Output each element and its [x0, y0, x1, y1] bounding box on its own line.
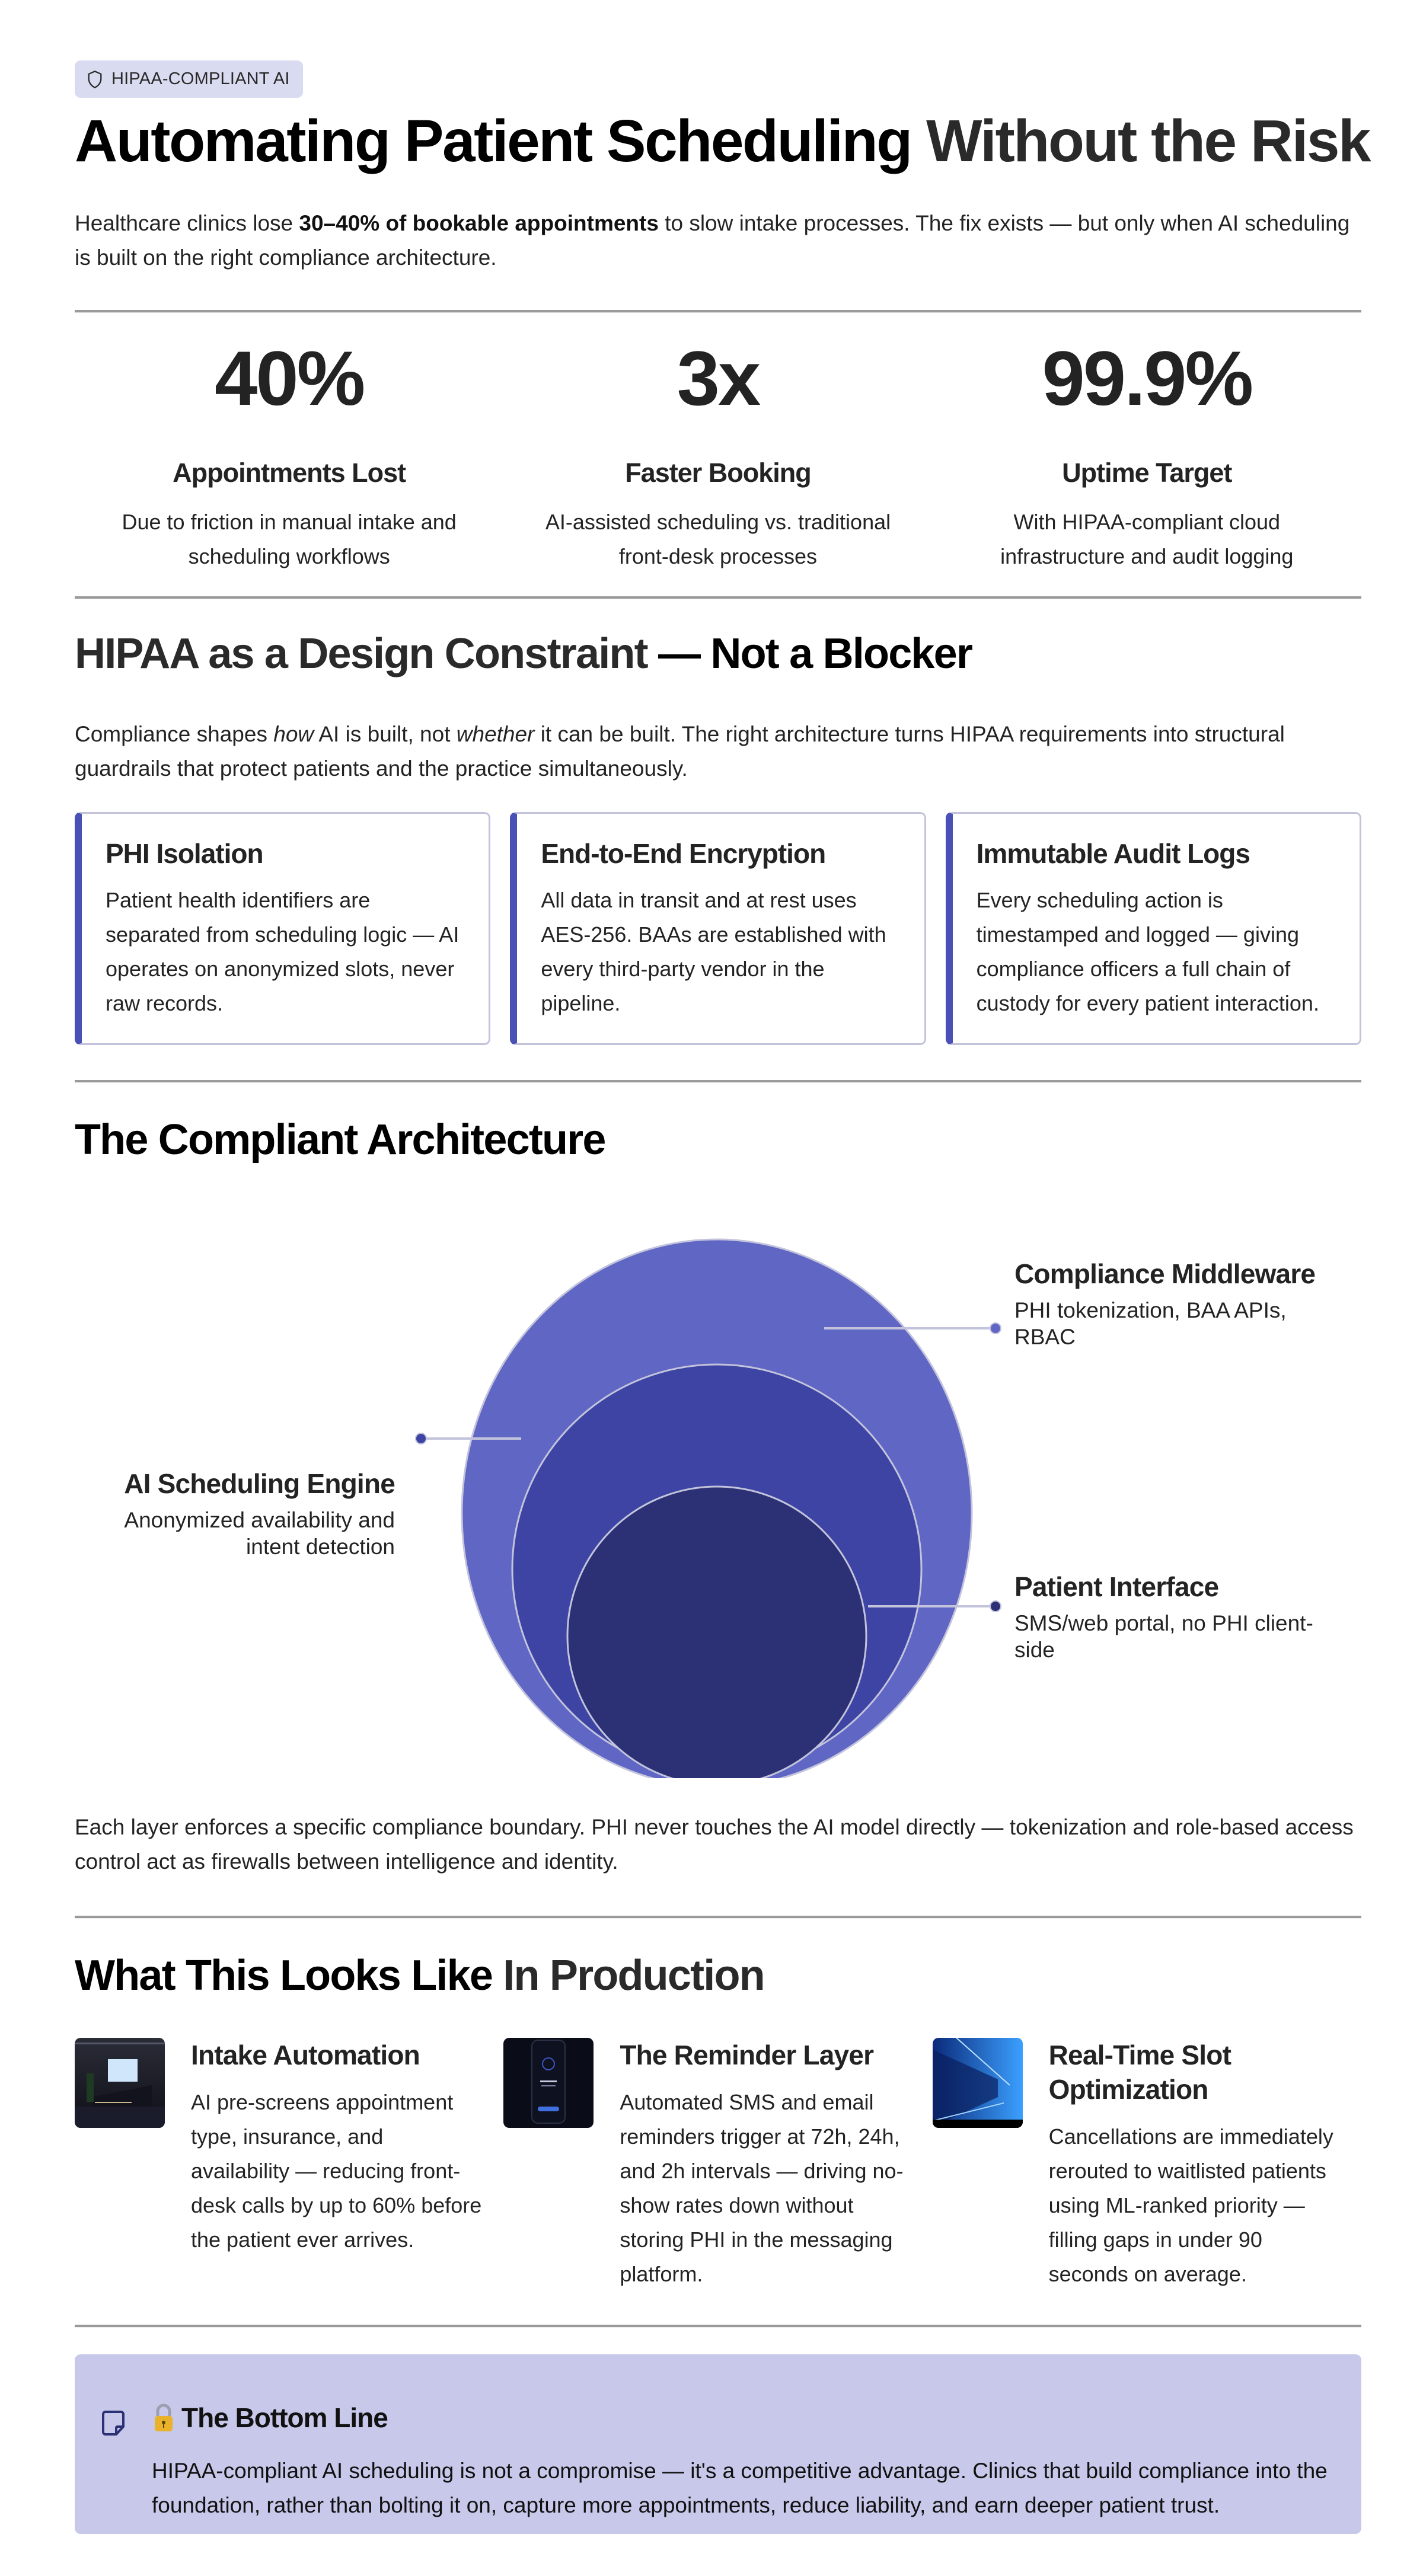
callout-body: HIPAA-compliant AI scheduling is not a compromise — it's a competitive advantage. Clinics that build compliance into the foundation, rather than bolting it on, capture more appointments, reduce liability, and earn deeper patient trust.: [152, 2459, 1328, 2517]
prod-body: AI pre-screens appointment type, insurance, and availability — reducing front-desk calls by up to 60% before the patient ever arrives.: [191, 2090, 482, 2252]
prod-item-slot-optimization: [933, 2038, 1361, 2291]
prod-body: Cancellations are immediately rerouted to waitlisted patients using ML-ranked priority — filling gaps in under 90 seconds on average.: [1048, 2124, 1333, 2286]
connector-dot: [990, 1601, 1001, 1612]
title-strong: Automating Patient Scheduling: [75, 108, 911, 174]
bottom-line-callout: [75, 2354, 1361, 2534]
divider: [75, 310, 1361, 313]
para-emphasis: how: [273, 722, 314, 746]
card-title: End-to-End Encryption: [541, 838, 826, 869]
layer-desc: SMS/web portal, no PHI client-side: [1014, 1611, 1313, 1662]
prod-text: [1049, 2038, 1344, 2291]
stat-desc: AI-assisted scheduling vs. traditional front-desk processes: [545, 510, 891, 568]
heading-soft: In Production: [492, 1952, 764, 1999]
label-patient-interface: [1014, 1568, 1323, 1663]
hipaa-paragraph: [75, 717, 1361, 786]
prod-text: [191, 2038, 486, 2291]
stat-desc: Due to friction in manual intake and scheduling workflows: [122, 510, 457, 568]
card-body: Every scheduling action is timestamped and logged — giving compliance officers a full chain of custody for every patient interaction.: [976, 888, 1319, 1016]
lock-icon: [152, 2403, 176, 2433]
divider: [75, 596, 1361, 599]
stat-value: 40%: [215, 335, 364, 421]
heading-soft: HIPAA as a Design Constraint: [75, 630, 647, 677]
card-phi-isolation: [75, 812, 490, 1045]
intro-highlight: 30–40% of bookable appointments: [299, 211, 659, 235]
para-text: AI is built, not: [314, 722, 457, 746]
production-items: [75, 2038, 1361, 2291]
layer-desc: PHI tokenization, BAA APIs, RBAC: [1014, 1298, 1287, 1349]
shield-icon: [87, 70, 103, 89]
intro-paragraph: [75, 206, 1361, 275]
divider: [75, 1916, 1361, 1919]
card-body: Patient health identifiers are separated from scheduling logic — AI operates on anonymized slots, never raw records.: [106, 888, 460, 1016]
card-audit-logs: [946, 812, 1361, 1045]
para-text: Compliance shapes: [75, 722, 274, 746]
prod-title: Real-Time Slot Optimization: [1048, 2040, 1231, 2105]
stat-value: 3x: [677, 335, 760, 421]
prod-item-reminder: [503, 2038, 932, 2291]
layer-title: Compliance Middleware: [1014, 1258, 1316, 1289]
phone-reminder-image: [503, 2038, 594, 2128]
stat-uptime-target: [933, 332, 1361, 574]
connector-dot: [990, 1323, 1001, 1334]
stat-appointments-lost: [75, 332, 503, 574]
card-encryption: [510, 812, 926, 1045]
prod-item-intake: [75, 2038, 503, 2291]
card-body: All data in transit and at rest uses AES-256. BAAs are established with every third-party vendor in the pipeline.: [541, 888, 886, 1016]
layer-title: AI Scheduling Engine: [124, 1468, 395, 1499]
stat-label: Appointments Lost: [173, 458, 406, 488]
section-heading-hipaa: [75, 628, 972, 679]
prod-title: Intake Automation: [191, 2040, 420, 2070]
principle-cards: [75, 812, 1361, 1045]
prod-text: [620, 2038, 914, 2291]
divider: [75, 1080, 1361, 1083]
intro-text: Healthcare clinics lose: [75, 211, 299, 235]
layer-desc: Anonymized availability and intent detection: [124, 1508, 395, 1559]
prod-body: Automated SMS and email reminders trigger at 72h, 24h, and 2h intervals — driving no-show rates down without storing PHI in the messaging platform.: [620, 2090, 904, 2286]
label-compliance-middleware: [1014, 1255, 1323, 1350]
note-icon: [102, 2410, 126, 2436]
stat-label: Uptime Target: [1062, 458, 1232, 488]
divider: [75, 2325, 1361, 2328]
title-soft: Without the Risk: [926, 108, 1370, 174]
card-title: PHI Isolation: [106, 838, 263, 869]
callout-title: The Bottom Line: [181, 2402, 388, 2433]
prod-title: The Reminder Layer: [620, 2040, 874, 2070]
stat-desc: With HIPAA-compliant cloud infrastructure and audit logging: [1000, 510, 1294, 568]
stat-label: Faster Booking: [625, 458, 811, 488]
label-ai-scheduling-engine: [75, 1465, 395, 1560]
stats-row: [75, 332, 1361, 574]
para-text: it can be built. The right architecture turns HIPAA requirements into structural guardrails that protect patients and the practice simultaneously.: [75, 722, 1285, 781]
data-center-image: [933, 2038, 1023, 2128]
architecture-diagram: [75, 1233, 1361, 1778]
connector-dot: [416, 1433, 426, 1444]
clinic-reception-image: [75, 2038, 165, 2128]
callout-header: [152, 2402, 388, 2434]
stat-faster-booking: [503, 332, 932, 574]
layer-patient-interface: [567, 1487, 866, 1778]
badge-label: HIPAA-COMPLIANT AI: [111, 69, 290, 88]
page-title: [75, 106, 1370, 177]
para-emphasis: whether: [456, 722, 535, 746]
stat-value: 99.9%: [1042, 335, 1252, 421]
card-title: Immutable Audit Logs: [976, 838, 1250, 869]
section-heading-architecture: The Compliant Architecture: [75, 1116, 605, 1164]
section-heading-production: [75, 1950, 764, 2001]
intro-text: to slow intake processes. The fix exists — but only when AI scheduling is built on the right compliance architecture.: [75, 211, 1350, 270]
heading-strong: — Not a Blocker: [647, 630, 972, 677]
layer-title: Patient Interface: [1014, 1571, 1219, 1602]
architecture-paragraph: Each layer enforces a specific compliance boundary. PHI never touches the AI model directly — tokenization and role-based access control act as firewalls between intelligence and identity.: [75, 1815, 1354, 1874]
hipaa-badge: [75, 60, 303, 98]
heading-strong: What This Looks Like: [75, 1952, 493, 1999]
